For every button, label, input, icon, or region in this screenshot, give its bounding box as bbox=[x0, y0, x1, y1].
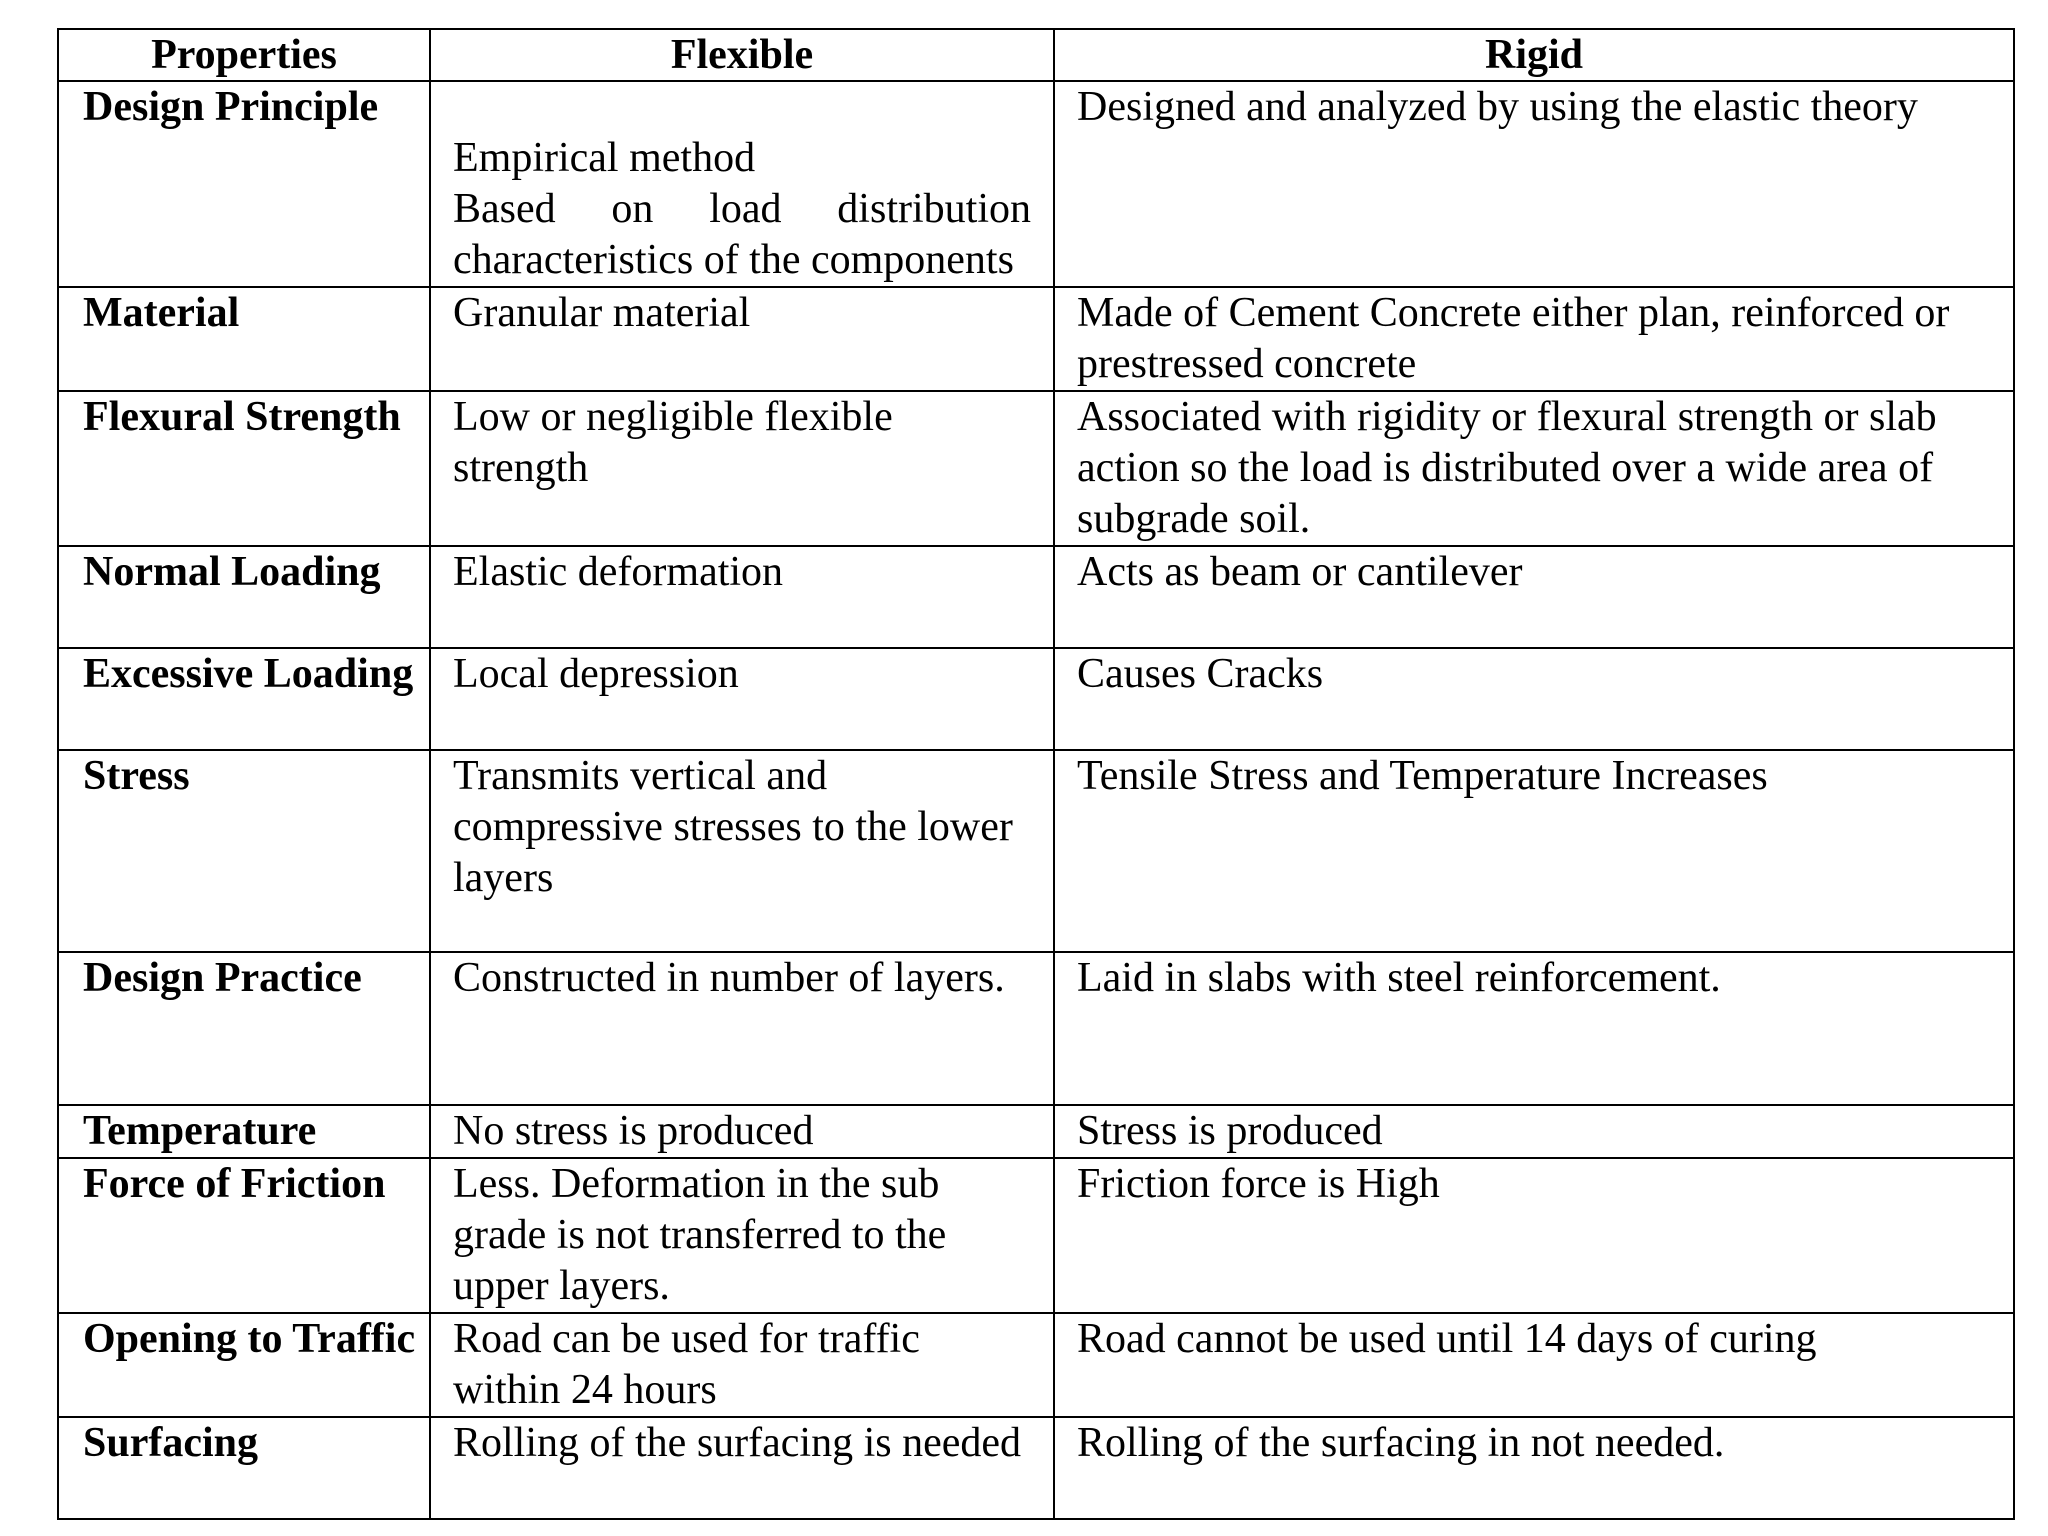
flexible-cell-content: Empirical method Based on load distribution characteristics of the components bbox=[453, 135, 1031, 283]
comparison-table bbox=[57, 28, 2015, 1520]
flexible-cell bbox=[430, 81, 1054, 287]
rigid-cell: Tensile Stress and Temperature Increases bbox=[1054, 750, 2014, 952]
table-row bbox=[58, 1313, 2014, 1417]
rigid-cell: Made of Cement Concrete either plan, reinforced or prestressed concrete bbox=[1054, 287, 2014, 391]
rigid-cell: Rolling of the surfacing in not needed. bbox=[1054, 1417, 2014, 1519]
flexible-cell: Transmits vertical and compressive stresses to the lower layers bbox=[430, 750, 1054, 952]
property-cell: Design Practice bbox=[58, 952, 430, 1105]
property-cell: Opening to Traffic bbox=[58, 1313, 430, 1417]
property-cell: Excessive Loading bbox=[58, 648, 430, 750]
table-row bbox=[58, 1105, 2014, 1158]
rigid-cell: Designed and analyzed by using the elastic theory bbox=[1054, 81, 2014, 287]
table-row bbox=[58, 1158, 2014, 1313]
flexible-cell: Granular material bbox=[430, 287, 1054, 391]
property-cell: Normal Loading bbox=[58, 546, 430, 648]
rigid-cell: Causes Cracks bbox=[1054, 648, 2014, 750]
header-row bbox=[58, 29, 2014, 81]
table-row bbox=[58, 287, 2014, 391]
flexible-cell: No stress is produced bbox=[430, 1105, 1054, 1158]
flexible-cell: Road can be used for traffic within 24 hours bbox=[430, 1313, 1054, 1417]
table-row bbox=[58, 81, 2014, 287]
property-cell: Temperature bbox=[58, 1105, 430, 1158]
property-cell: Stress bbox=[58, 750, 430, 952]
property-cell: Design Principle bbox=[58, 81, 430, 287]
flexible-cell: Less. Deformation in the sub grade is not transferred to the upper layers. bbox=[430, 1158, 1054, 1313]
property-cell: Material bbox=[58, 287, 430, 391]
table-row bbox=[58, 546, 2014, 648]
table-row bbox=[58, 952, 2014, 1105]
rigid-cell: Acts as beam or cantilever bbox=[1054, 546, 2014, 648]
header-rigid: Rigid bbox=[1054, 29, 2014, 81]
table-row bbox=[58, 648, 2014, 750]
flexible-cell-text bbox=[453, 82, 1031, 286]
rigid-cell: Associated with rigidity or flexural strength or slab action so the load is distributed over a wide area of subgrade soil. bbox=[1054, 391, 2014, 546]
flexible-cell: Rolling of the surfacing is needed bbox=[430, 1417, 1054, 1519]
flexible-cell: Local depression bbox=[430, 648, 1054, 750]
table-row bbox=[58, 391, 2014, 546]
header-flexible: Flexible bbox=[430, 29, 1054, 81]
property-cell: Force of Friction bbox=[58, 1158, 430, 1313]
rigid-cell: Friction force is High bbox=[1054, 1158, 2014, 1313]
property-cell: Surfacing bbox=[58, 1417, 430, 1519]
property-cell: Flexural Strength bbox=[58, 391, 430, 546]
table-row bbox=[58, 750, 2014, 952]
table-row bbox=[58, 1417, 2014, 1519]
rigid-cell: Laid in slabs with steel reinforcement. bbox=[1054, 952, 2014, 1105]
flexible-cell: Elastic deformation bbox=[430, 546, 1054, 648]
header-properties: Properties bbox=[58, 29, 430, 81]
rigid-cell: Road cannot be used until 14 days of curing bbox=[1054, 1313, 2014, 1417]
rigid-cell: Stress is produced bbox=[1054, 1105, 2014, 1158]
flexible-cell: Constructed in number of layers. bbox=[430, 952, 1054, 1105]
flexible-cell: Low or negligible flexible strength bbox=[430, 391, 1054, 546]
